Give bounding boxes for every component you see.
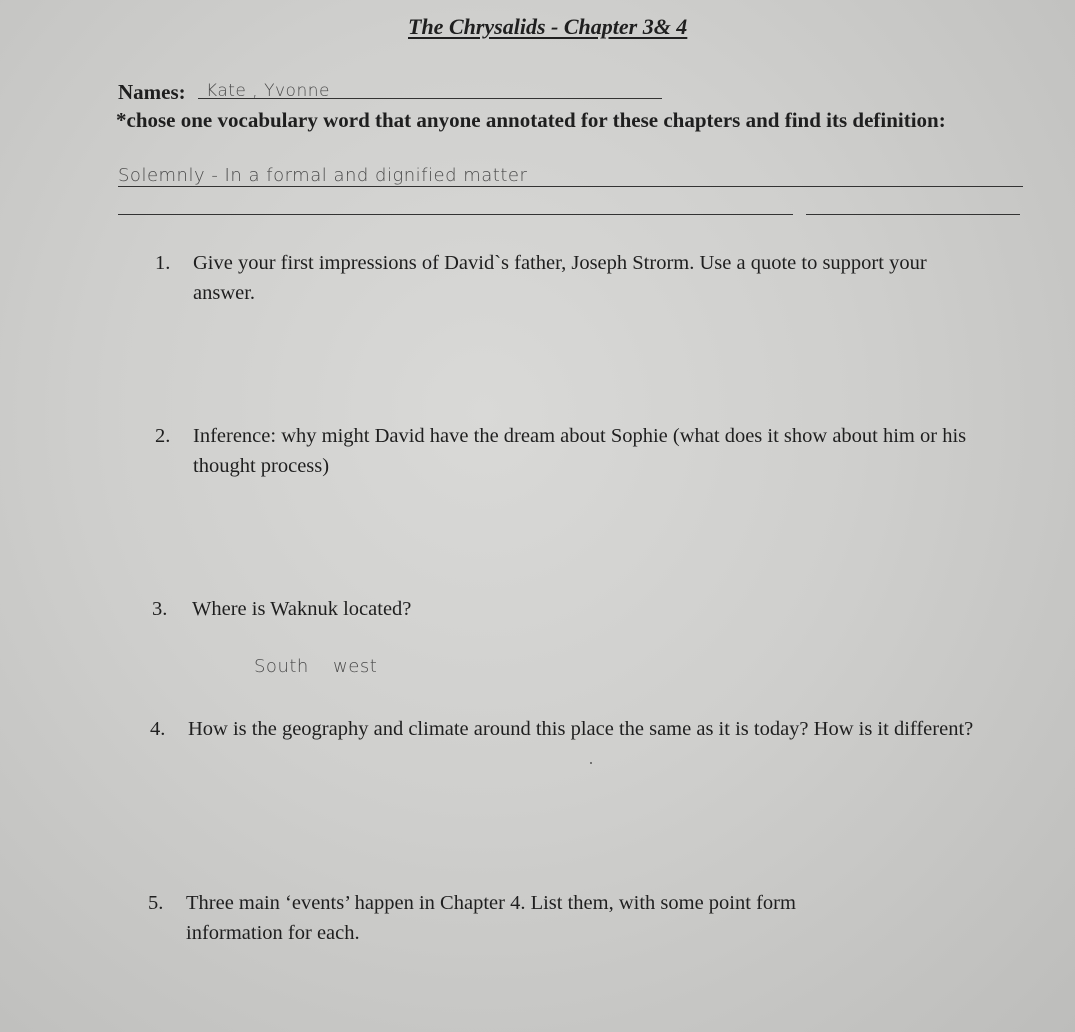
question-number: 2.: [155, 425, 171, 447]
question-3: [152, 594, 752, 634]
names-label: Names:: [118, 80, 186, 104]
question-text: Where is Waknuk located?: [192, 598, 412, 620]
question-number: 1.: [155, 252, 171, 274]
names-handwritten-answer: Kate , Yvonne: [206, 81, 330, 101]
question-number: 3.: [152, 598, 168, 620]
question-4: [150, 714, 1030, 784]
question-text: Give your first impressions of David`s father, Joseph Strorm. Use a quote to support your answer.: [193, 252, 927, 304]
question-number: 4.: [150, 718, 166, 740]
definition-line-2: [118, 214, 793, 215]
vocabulary-handwritten-answer: Solemnly - In a formal and dignified matter: [118, 165, 528, 186]
question-1: [155, 248, 985, 318]
question-2: [155, 421, 995, 491]
question-text: Inference: why might David have the dream about Sophie (what does it show about him or his thought process): [193, 425, 967, 477]
question-5: [148, 888, 848, 958]
question-number: 5.: [148, 892, 164, 914]
definition-line-1: [118, 186, 1023, 187]
question-3-handwritten-answer: South west: [254, 656, 378, 677]
vocabulary-instruction: *chose one vocabulary word that anyone annotated for these chapters and find its definition:: [116, 108, 946, 132]
question-text: Three main ‘events’ happen in Chapter 4. List them, with some point form information for each.: [186, 892, 796, 944]
question-text: How is the geography and climate around this place the same as it is today? How is it different?: [188, 718, 974, 740]
page-title: The Chrysalids - Chapter 3& 4: [408, 14, 688, 39]
stray-pen-mark: [590, 762, 592, 764]
definition-line-2-end: [806, 214, 1020, 215]
